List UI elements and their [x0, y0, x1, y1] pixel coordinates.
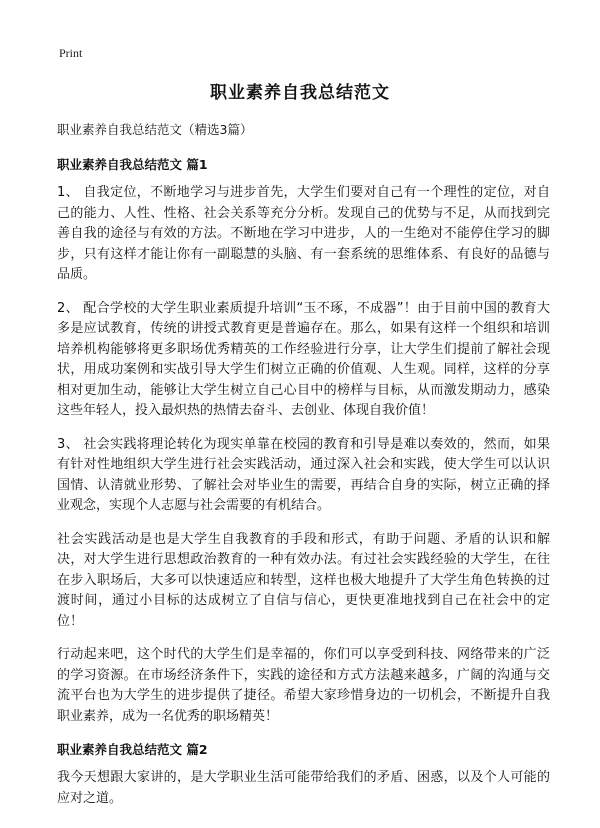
paragraph: 我今天想跟大家讲的，是大学职业生活可能带给我们的矛盾、困惑，以及个人可能的应对之道。 — [57, 770, 550, 806]
paragraph: 1、 自我定位，不断地学习与进步首先，大学生们要对自己有一个理性的定位，对自己的能力、人性、性格、社会关系等充分分析。发现自己的优势与不足，从而找到完善自我的途径与有效的方法。不断地在学习中进步，人的一生绝对不能停住学习的脚步，只有这样才能让你有一副聪慧的头脑、有一套系统的思维体系、有良好的品德与品质。 — [57, 185, 550, 282]
page-title: 职业素养自我总结范文 — [210, 83, 390, 103]
section-heading: 职业素养自我总结范文 篇1 — [57, 157, 208, 172]
section-2 — [57, 740, 550, 809]
document-subtitle: 职业素养自我总结范文（精选3篇） — [57, 122, 253, 137]
paragraph: 社会实践活动是也是大学生自我教育的手段和形式，有助于问题、矛盾的认识和解决，对大学生进行思想政治教育的一种有效办法。有过社会实践经验的大学生，在往在步入职场后，大多可以快速适应和转型，这样也极大地提升了大学生角色转换的过渡时间，通过小目标的达成树立了自信与信心，更快更准地找到自己在社会中的定位！ — [57, 531, 550, 629]
paragraph: 行动起来吧，这个时代的大学生们是幸福的，你们可以享受到科技、网络带来的广泛的学习资源。在市场经济条件下，实践的途径和方式方法越来越多，广阔的沟通与交流平台也为大学生的进步提供了捷径。希望大家珍惜身边的一切机会，不断提升自我职业素养，成为一名优秀的职场精英！ — [57, 647, 550, 724]
document-body — [57, 120, 550, 822]
paragraph: 2、 配合学校的大学生职业素质提升培训“玉不琢，不成器”！由于目前中国的教育大多是应试教育，传统的讲授式教育更是普遍存在。那么，如果有这样一个组织和培训培养机构能够将更多职场优秀精英的工作经验进行分享，让大学生们提前了解社会现状，用成功案例和实战引导大学生们树立正确的价值观、人生观。同样，这样的分享相对更加生动，能够让大学生树立自己心目中的榜样与目标，从而激发期动力，感染这些年轻人，投入最炽热的热情去奋斗、去创业、体现自我价值！ — [57, 300, 550, 418]
paragraph: 3、 社会实践将理论转化为现实单靠在校园的教育和引导是难以奏效的，然而，如果有针对性地组织大学生进行社会实践活动，通过深入社会和实践，使大学生可以认识国情、认清就业形势、了解社会对毕业生的需要，再结合自身的实际，树立正确的择业观念，实现个人志愿与社会需要的有机结合。 — [57, 436, 550, 513]
section-heading: 职业素养自我总结范文 篇2 — [57, 742, 208, 757]
section-1 — [57, 155, 550, 727]
print-link[interactable]: Print — [59, 46, 83, 60]
